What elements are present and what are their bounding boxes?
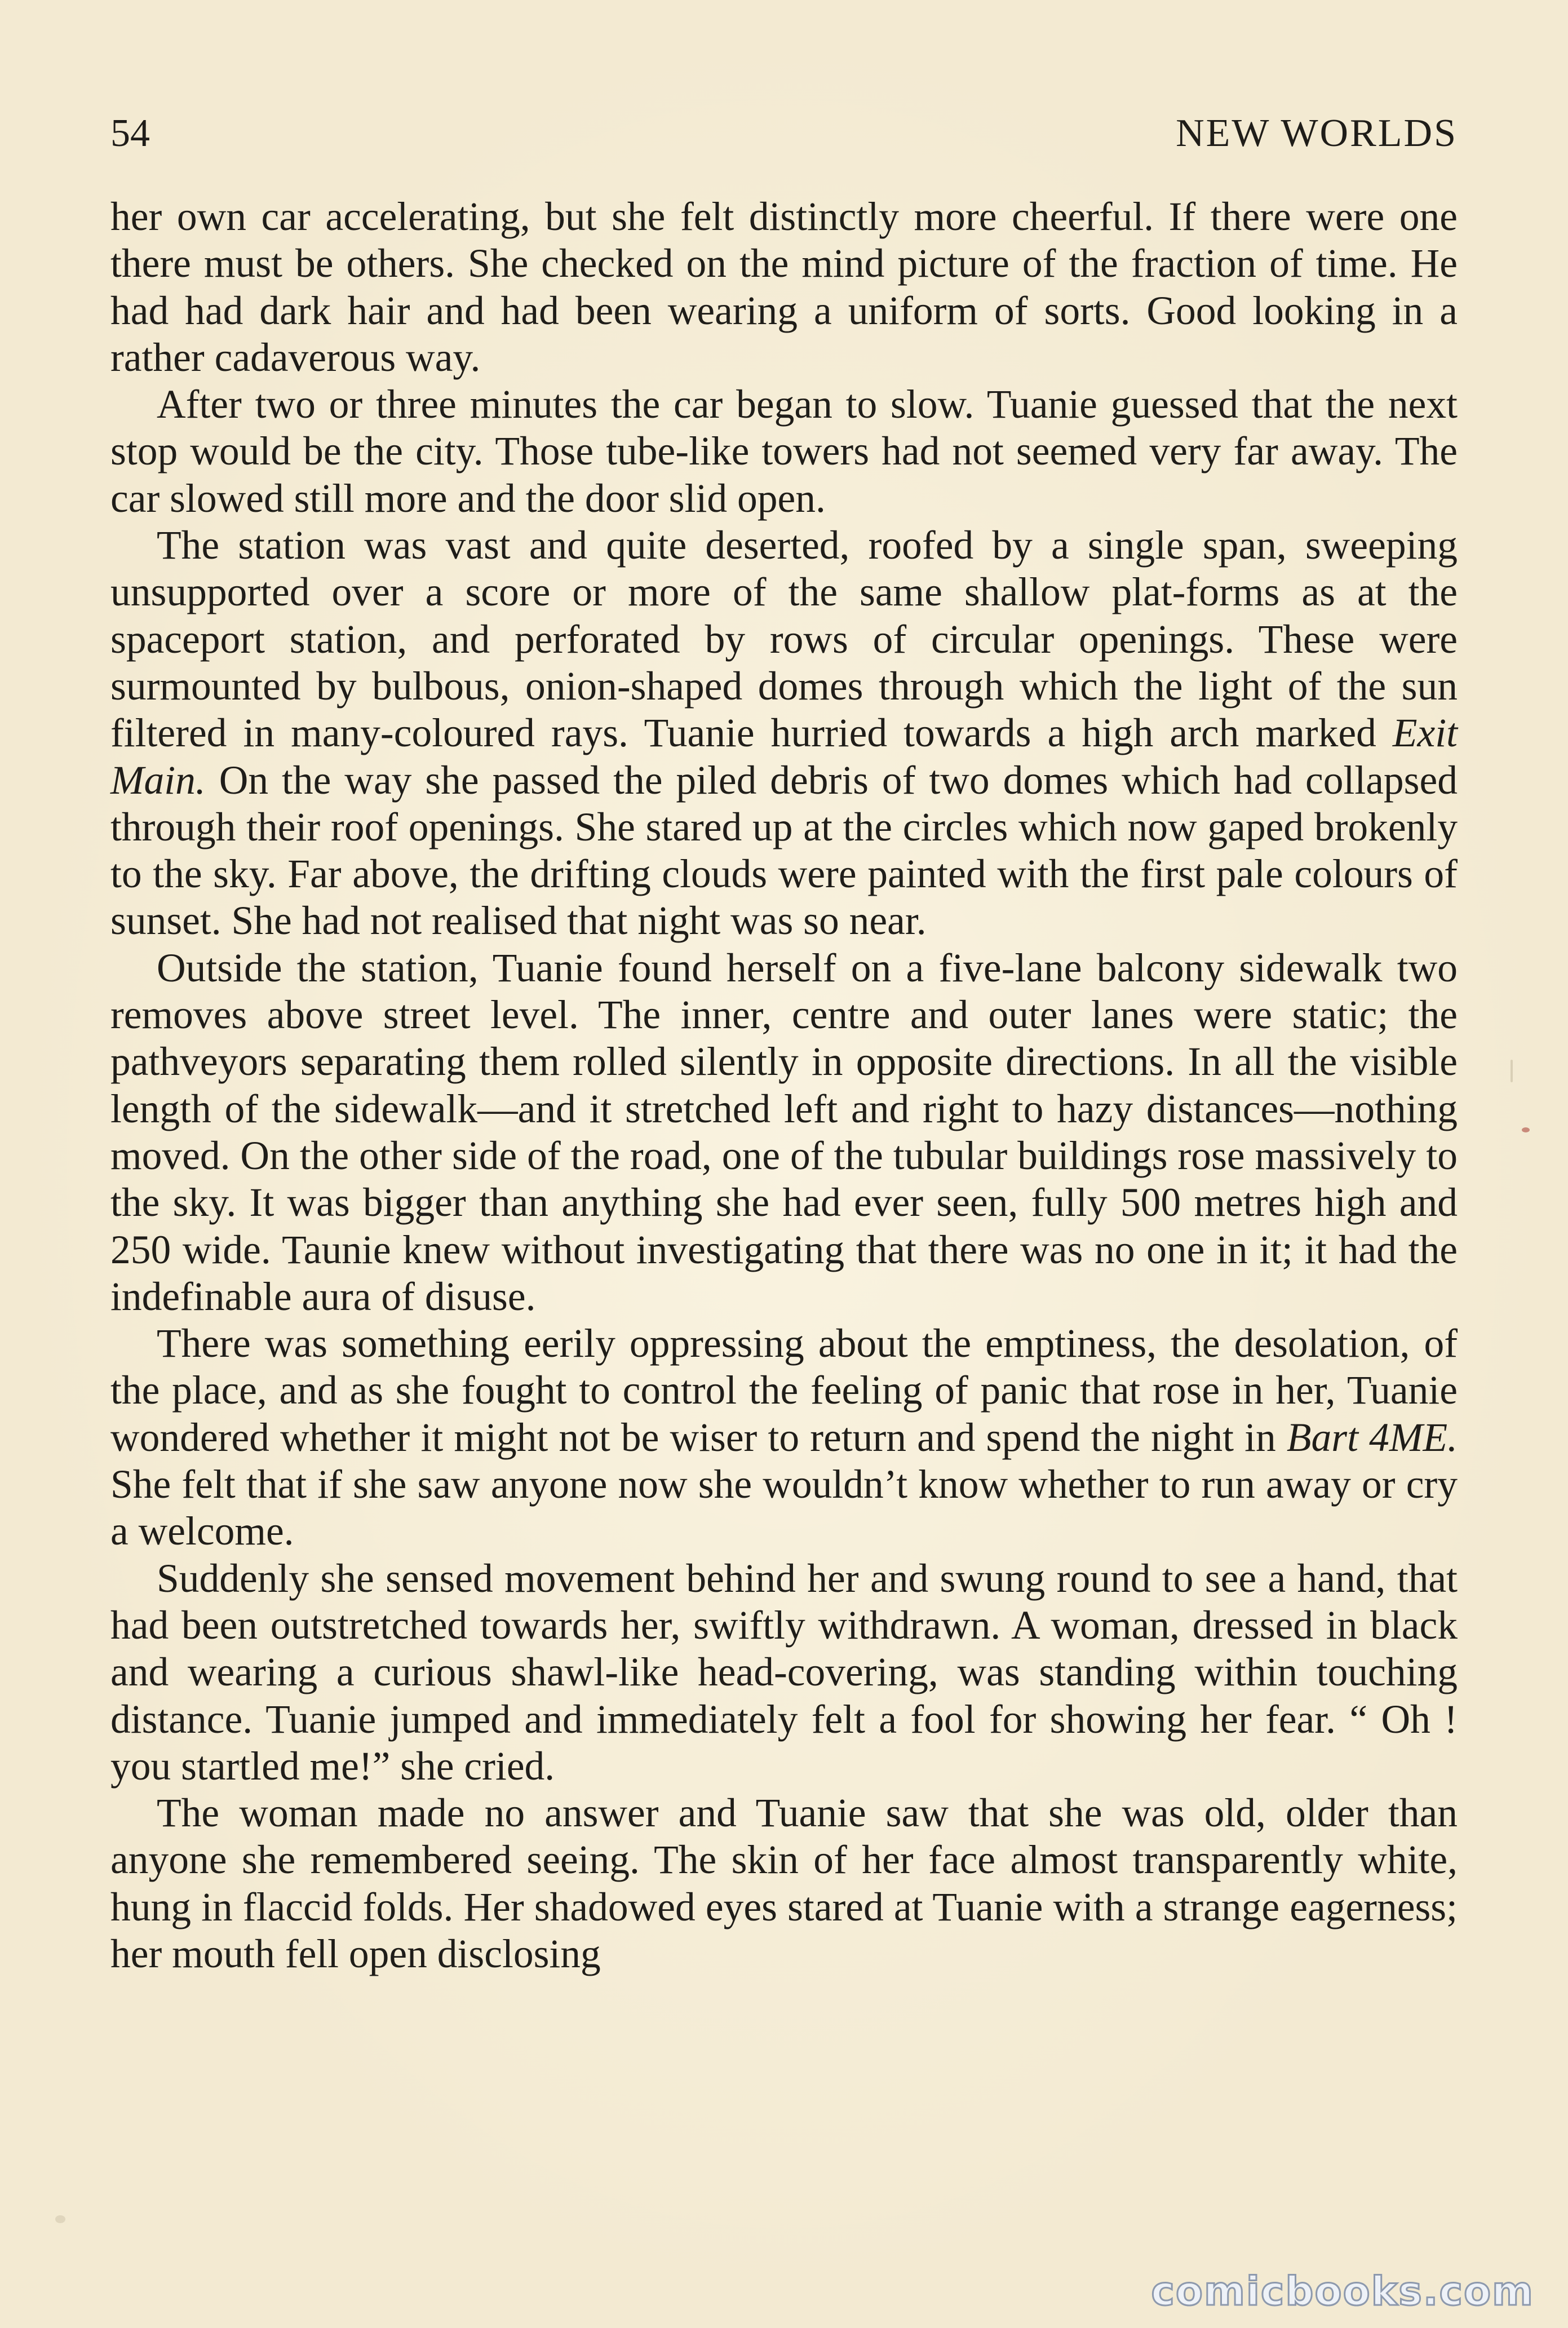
paragraph: After two or three minutes the car began to slow. Tuanie guessed that the next stop would be the city. Those tube-like towers had not seemed very far away. The car slowed still more and the door slid open.	[110, 382, 1458, 521]
paragraph: her own car accelerating, but she felt distinctly more cheerful. If there were one there must be others. She checked on the mind picture of the fraction of time. He had had dark hair and had been wearing a uniform of sorts. Good looking in a rather cadaverous way.	[110, 194, 1458, 380]
paper-speck	[1511, 1060, 1513, 1082]
paragraph: Outside the station, Tuanie found herself on a five-lane balcony sidewalk two removes above street level. The inner, centre and outer lanes were static; the pathveyors separating them rolled silently in opposite directions. In all the visible length of the sidewalk—and it stretched left and right to hazy distances—nothing moved. On the other side of the road, one of the tubular buildings rose massively to the sky. It was bigger than anything she had ever seen, fully 500 metres high and 250 wide. Taunie knew without investigating that there was no one in it; it had the indefinable aura of disuse.	[110, 945, 1458, 1319]
page-header	[110, 103, 1458, 165]
italic-ship-name: Bart 4ME.	[1286, 1415, 1458, 1460]
watermark-logo: comicbooks.com	[1151, 2268, 1534, 2314]
story-text	[110, 193, 1458, 1977]
paragraph: The station was vast and quite deserted, roofed by a single span, sweeping unsupported over a score or more of the same shallow plat-forms as at the spaceport station, and perforated by rows of circular openings. These were surmounted by bulbous, onion-shaped domes through which the light of the sun filtered in many-coloured rays. Tuanie hurried towards a high arch marked Exit Main. On the way she passed the piled debris of two domes which had collapsed through their roof openings. She stared up at the circles which now gaped brokenly to the sky. Far above, the drifting clouds were painted with the first pale colours of sunset. She had not realised that night was so near.	[110, 523, 1458, 944]
paragraph: There was something eerily oppressing about the emptiness, the desolation, of the place, and as she fought to control the feeling of panic that rose in her, Tuanie wondered whether it might not be wiser to return and spend the night in Bart 4ME. She felt that if she saw anyone now she wouldn’t know whether to run away or cry a welcome.	[110, 1321, 1458, 1554]
italic-sign-text: Exit Main.	[110, 711, 1458, 803]
paper-speck	[1522, 1127, 1530, 1132]
paragraph: The woman made no answer and Tuanie saw that she was old, older than anyone she remembered seeing. The skin of her face almost transparently white, hung in flaccid folds. Her shadowed eyes stared at Tuanie with a strange eagerness; her mouth fell open disclosing	[110, 1791, 1458, 1976]
page-number: 54	[110, 112, 150, 155]
paper-speck	[55, 2215, 65, 2223]
running-title: NEW WORLDS	[1176, 112, 1458, 155]
paragraph: Suddenly she sensed movement behind her and swung round to see a hand, that had been outstretched towards her, swiftly withdrawn. A woman, dressed in black and wearing a curious shawl-like head-covering, was standing within touching distance. Tuanie jumped and immediately felt a fool for showing her fear. “ Oh ! you startled me!” she cried.	[110, 1556, 1458, 1789]
